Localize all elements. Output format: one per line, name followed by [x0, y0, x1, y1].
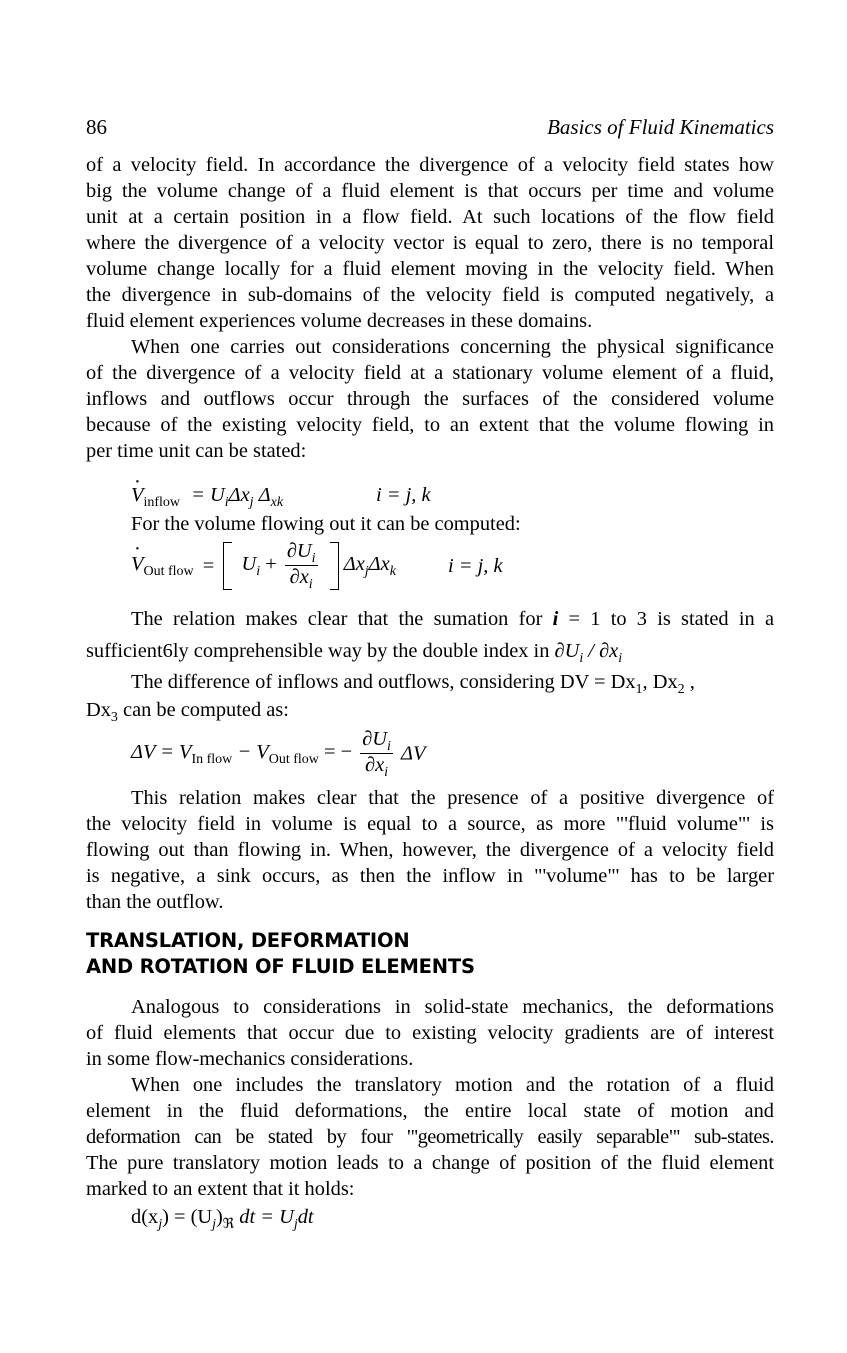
para7-line: element in the fluid deformations, the entire local state of motion and — [86, 1100, 774, 1122]
partial-fraction: $\frac{\partial U_i}{\partial x_i}$ — [286, 540, 316, 592]
para2-line: per time unit can be stated: — [86, 440, 307, 462]
section-heading: TRANSLATION, DEFORMATION — [86, 929, 410, 952]
running-title: Basics of Fluid Kinematics — [547, 115, 774, 139]
equation-outflow-condition: i = j, k — [448, 555, 503, 577]
para3-line: The relation makes clear that the sumation for i = 1 to 3 is stated in a — [131, 608, 775, 630]
para6-line: Analogous to considerations in solid-state mechanics, the deformations — [131, 996, 774, 1018]
para2-line: of the divergence of a velocity field at a stationary volume element of a fluid, — [86, 362, 774, 384]
section-heading: AND ROTATION OF FLUID ELEMENTS — [86, 955, 475, 978]
page-header — [86, 114, 774, 140]
para1-line: the divergence in sub-domains of the velocity field is computed negatively, a — [86, 284, 774, 306]
equation-translation: $d(x_j) = (U_j)_ℜ$ dt = $U_jdt$ — [131, 1206, 314, 1232]
para5-line: than the outflow. — [86, 891, 224, 913]
right-bracket — [330, 542, 339, 590]
para4-line: The difference of inflows and outflows, considering DV = $Dx_1$, $Dx_2$ , — [131, 671, 695, 697]
para2-line: inflows and outflows occur through the surfaces of the considered volume — [86, 388, 774, 410]
para7-line: When one includes the translatory motion and the rotation of a fluid — [131, 1074, 774, 1096]
equation-inflow-condition: i = j, k — [376, 484, 431, 506]
para6-line: of fluid elements that occur due to existing velocity gradients are of interest — [86, 1022, 774, 1044]
para5-line: is negative, a sink occurs, as then the inflow in "'volume"' has to be larger — [86, 865, 774, 887]
para1-line: where the divergence of a velocity vector is equal to zero, there is no temporal — [86, 232, 774, 254]
para1-line: fluid element experiences volume decreases in these domains. — [86, 310, 593, 332]
para1-line: of a velocity field. In accordance the divergence of a velocity field states how — [86, 154, 774, 176]
equation-outflow: · $V_{Out flow} = U_i$ + $\frac{\partial U_i}{\partial x_i}$ $\Delta x_j\Delta x_k$ — [131, 540, 396, 591]
para1-line: volume change locally for a fluid element moving in the velocity field. When — [86, 258, 774, 280]
para1-line: big the volume change of a fluid element is that occurs per time and volume — [86, 180, 774, 202]
para2-line: because of the existing velocity field, to an extent that the volume flowing in — [86, 414, 774, 436]
equation-volume-difference: $\Delta V = V_{In flow} - V_{Out flow}$ = − $\frac{\partial U_i}{\partial x_i}$ ΔV — [131, 728, 426, 780]
para1-line: unit at a certain position in a flow field. At such locations of the flow field — [86, 206, 774, 228]
para3-line: sufficient6ly comprehensible way by the double index in $\partial U_i / \partial x_i$ — [86, 640, 623, 666]
para4-line: $Dx_3$ can be computed as: — [86, 699, 289, 725]
para7-line: marked to an extent that it holds: — [86, 1178, 355, 1200]
left-bracket — [223, 542, 232, 590]
para2-line: When one carries out considerations concerning the physical significance — [131, 336, 774, 358]
para7-line: deformation can be stated by four "'geometrically easily separable"' sub-states. — [86, 1126, 774, 1148]
para6-line: in some flow-mechanics considerations. — [86, 1048, 414, 1070]
para5-line: the velocity field in volume is equal to a source, as more "'fluid volume"' is — [86, 813, 774, 835]
para5-line: flowing out than flowing in. When, however, the divergence of a velocity field — [86, 839, 774, 861]
partial-fraction: $\frac{\partial U_i}{\partial x_i}$ — [362, 728, 391, 780]
page-number: 86 — [86, 115, 107, 139]
equation-inflow: · $V_{inflow} = U_i\Delta x_j$ $\Delta_{xk}$ — [131, 482, 283, 511]
para7-line: The pure translatory motion leads to a change of position of the fluid element — [86, 1152, 774, 1174]
para5-line: This relation makes clear that the presence of a positive divergence of — [131, 787, 774, 809]
outflow-intro: For the volume flowing out it can be computed: — [131, 513, 521, 535]
